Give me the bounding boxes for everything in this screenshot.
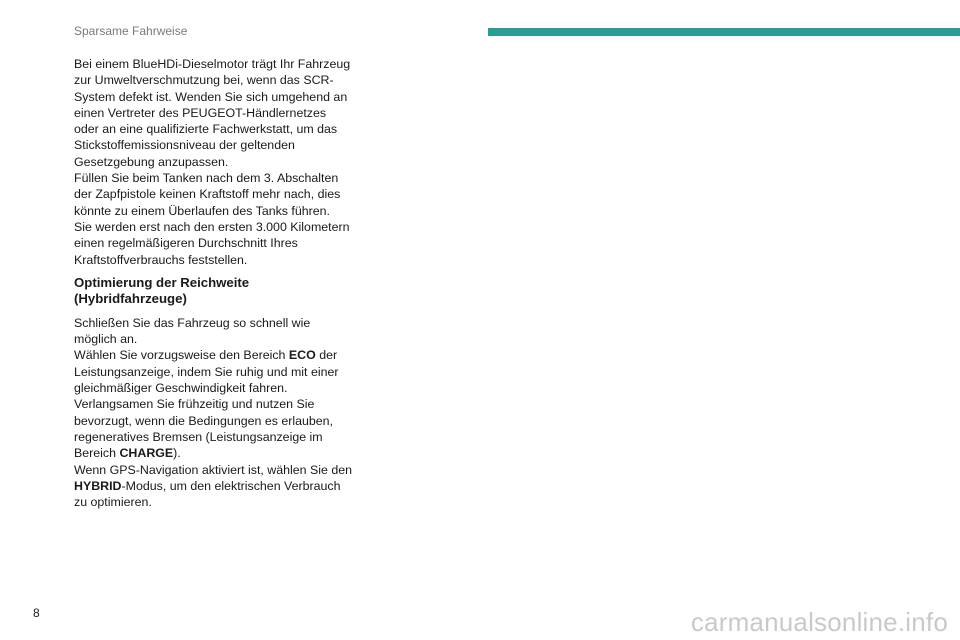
eco-label: ECO (288, 348, 316, 363)
section-heading-line1: Optimierung der Reichweite (74, 274, 250, 290)
section-heading (74, 275, 354, 308)
text-span: Verlangsamen Sie frühzeitig und nutzen Sie bevorzugt, wenn die Bedingungen es erlauben, regeneratives Bremsen (Leistungsanzeige im Bereich (74, 397, 334, 461)
text-span: ). (173, 446, 181, 461)
paragraph-eco (74, 347, 354, 396)
page-number: 8 (33, 606, 40, 620)
text-span: der Leistungsanzeige, indem Sie ruhig und mit einer gleichmäßiger Geschwindigkeit fahren. (74, 348, 339, 396)
paragraph-consumption: Sie werden erst nach den ersten 3.000 Kilometern einen regelmäßigeren Durchschnitt Ihres Kraftstoffverbrauchs feststellen. (74, 219, 350, 267)
hybrid-label: HYBRID (74, 478, 122, 493)
paragraph-braking (74, 396, 354, 461)
paragraph-hybrid (74, 462, 354, 511)
section-heading-line2: (Hybridfahrzeuge) (74, 291, 187, 307)
paragraph-plug-in: Schließen Sie das Fahrzeug so schnell wie möglich an. (74, 315, 311, 347)
paragraph-refuelling: Füllen Sie beim Tanken nach dem 3. Abschalten der Zapfpistole keinen Kraftstoff mehr nach, dies könnte zu einem Überlaufen des Tanks führen. (74, 171, 341, 218)
section-accent-bar (488, 28, 960, 36)
text-span: Wählen Sie vorzugsweise den Bereich (74, 348, 289, 363)
paragraph-scr-system: Bei einem BlueHDi-Dieselmotor trägt Ihr Fahrzeug zur Umweltverschmutzung bei, wenn das SCR-System defekt ist. Wenden Sie sich umgehend an einen Vertreter des PEUGEOT-Händlernetzes oder an eine qualifizierte Fachwerkstatt, um das Stickstoffemissionsniveau der geltenden Gesetzgebung anzupassen. (74, 57, 351, 169)
text-column (74, 56, 354, 510)
watermark: carmanualsonline.info (690, 607, 948, 637)
text-span: -Modus, um den elektrischen Verbrauch zu optimieren. (74, 478, 341, 510)
charge-label: CHARGE (119, 446, 174, 461)
text-span: Wenn GPS-Navigation aktiviert ist, wählen Sie den (74, 462, 353, 477)
running-head: Sparsame Fahrweise (74, 24, 188, 38)
